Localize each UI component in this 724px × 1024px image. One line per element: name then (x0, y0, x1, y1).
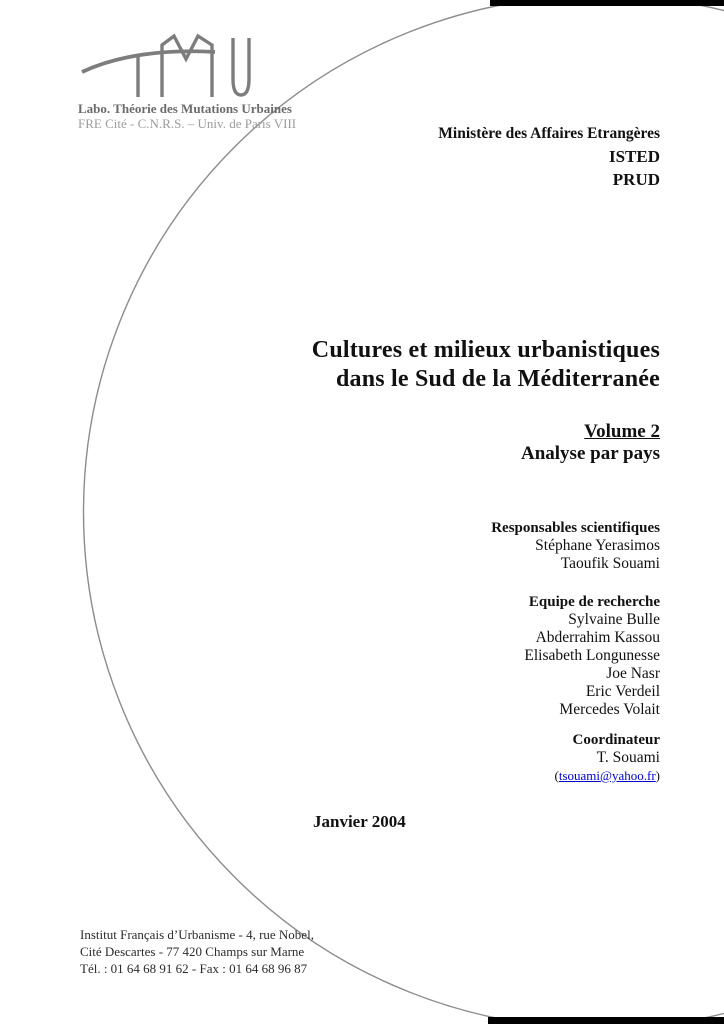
scientific-leads-heading: Responsables scientifiques (491, 520, 660, 536)
address-line-3: Tél. : 01 64 68 91 62 - Fax : 01 64 68 96 87 (80, 961, 308, 976)
title-line-2: dans le Sud de la Méditerranée (336, 366, 660, 392)
coordinator-email-line (554, 767, 660, 784)
research-team-member: Abderrahim Kassou (535, 629, 660, 646)
paren-close: ) (655, 768, 660, 783)
scan-edge-bar-bottom (488, 1017, 724, 1024)
volume-subtitle: Analyse par pays (520, 443, 660, 464)
volume-label: Volume 2 (584, 421, 660, 442)
research-team-member: Eric Verdeil (585, 683, 660, 700)
scientific-leads-section (491, 519, 660, 573)
prud-line: PRUD (612, 170, 660, 189)
institute-address (80, 926, 314, 977)
publication-date: Janvier 2004 (313, 812, 406, 831)
scientific-lead-name: Taoufik Souami (560, 555, 660, 572)
scan-edge-bar-top (490, 0, 724, 6)
lab-affiliation: FRE Cité - C.N.R.S. – Univ. de Paris VIII (78, 116, 297, 131)
header-institutions (438, 122, 660, 191)
coordinator-section (554, 731, 660, 784)
lab-name: Labo. Théorie des Mutations Urbaines (78, 101, 292, 116)
research-team-member: Mercedes Volait (559, 701, 660, 718)
isted-line: ISTED (608, 147, 660, 166)
research-team-heading: Equipe de recherche (528, 594, 660, 610)
ministry-line: Ministère des Affaires Etrangères (438, 125, 660, 142)
address-line-2: Cité Descartes - 77 420 Champs sur Marne (80, 944, 305, 959)
coordinator-name: T. Souami (596, 749, 660, 766)
research-team-member: Sylvaine Bulle (568, 611, 660, 628)
document-title (312, 336, 660, 394)
coordinator-heading: Coordinateur (572, 732, 660, 748)
paren-open: ( (554, 768, 559, 783)
research-team-member: Elisabeth Longunesse (524, 647, 660, 664)
research-team-section (524, 593, 660, 719)
volume-block (521, 421, 660, 465)
tmu-logo-icon (78, 26, 268, 100)
scientific-lead-name: Stéphane Yerasimos (535, 537, 660, 554)
tmu-logo-block (78, 26, 348, 131)
email-link[interactable]: tsouami@yahoo.fr (558, 768, 656, 783)
address-line-1: Institut Français d’Urbanisme - 4, rue Nobel, (80, 927, 314, 942)
title-line-1: Cultures et milieux urbanistiques (311, 337, 660, 363)
research-team-member: Joe Nasr (606, 665, 660, 682)
